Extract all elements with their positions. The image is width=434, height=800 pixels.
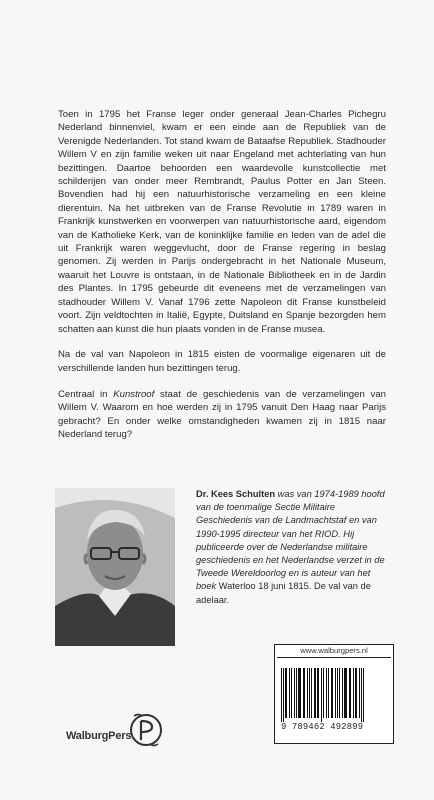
barcode-bar [337, 668, 338, 718]
barcode-bar [321, 668, 322, 722]
publisher-logo-icon [128, 710, 164, 750]
barcode-bar [303, 668, 305, 718]
barcode-panel [274, 644, 394, 744]
isbn-barcode [281, 668, 389, 722]
blurb-paragraph-2: Na de val van Napoleon in 1815 eisten de voormalige eigenaren uit de verschillende landen hun bezittingen terug. [58, 349, 386, 374]
publisher-name: WalburgPers [66, 730, 132, 742]
barcode-bar [298, 668, 301, 718]
barcode-bar [361, 668, 362, 722]
blurb-p3-start: Centraal in [58, 388, 114, 400]
publisher-url: www.walburgpers.nl [277, 645, 391, 658]
blurb-text [58, 108, 386, 454]
barcode-bar [314, 668, 316, 718]
barcode-bar [363, 668, 364, 722]
barcode-bar [296, 668, 297, 718]
author-book-title: Waterloo 18 juni 1815. De val van de adelaar. [196, 581, 371, 605]
barcode-bar [307, 668, 308, 718]
barcode-bar [317, 668, 319, 718]
barcode-bar [326, 668, 327, 718]
author-portrait-image [55, 488, 175, 646]
barcode-bar [331, 668, 333, 718]
barcode-bar [355, 668, 357, 718]
barcode-bar [291, 668, 292, 718]
author-name: Dr. Kees Schulten [196, 489, 276, 499]
barcode-bar [353, 668, 354, 718]
barcode-bar [359, 668, 360, 718]
barcode-bar [335, 668, 336, 718]
barcode-bar [283, 668, 284, 722]
barcode-bar [342, 668, 343, 718]
blurb-paragraph-3 [58, 388, 386, 442]
barcode-bar [294, 668, 295, 718]
barcode-bar [289, 668, 290, 718]
author-bio-text: was van 1974-1989 hoofd van de toenmalige Sectie Militaire Geschiedenis van de Landmachtstaf en van 1990-1995 directeur van het RIOD. Hij publiceerde over de Nederlandse militaire geschiedenis en het Nederlandse verzet in de Tweede Wereldoorlog en is auteur van het boek [196, 489, 385, 592]
author-photo [55, 488, 175, 646]
barcode-bar [285, 668, 287, 718]
isbn-number: 9 789462 492899 [281, 722, 364, 732]
barcode-bar [339, 668, 340, 718]
barcode-bar [328, 668, 329, 718]
barcode-bar [311, 668, 312, 718]
barcode-bar [349, 668, 351, 718]
blurb-p3-end: staat de geschiedenis van de verzamelingen van Willem V. Waarom en hoe werden zij in 1795 vanuit Den Haag naar Parijs gebracht? En onder welke omstandigheden kwamen zij in 1815 naar Nederland terug? [58, 388, 387, 440]
barcode-bar [309, 668, 310, 718]
barcode-bar [323, 668, 324, 718]
blurb-paragraph-1: Toen in 1795 het Franse leger onder generaal Jean-Charles Pichegru Nederland binnenviel, kwam er een einde aan de Republiek van de Verenigde Nederlanden. Tot stand kwam de Bataafse Republiek. Stadhouder Willem V en zijn familie weken uit naar Engeland met achterlating van hun bezittingen. Daartoe behoorden een waardevolle kunstcollectie met schilderijen van onder meer Rembrandt, Paulus Potter en Jan Steen. Bovendien had hij een natuurhistorische verzameling en een kleine dierentuin. Na het uitbreken van de Franse Revolutie in 1789 waren in Frankrijk kunstwerken en voorwerpen van natuurhistorische aard, eigendom van de Katholieke Kerk, van de koninklijke familie en leden van de adel die uit Frankrijk waren weggevlucht, door de Franse regering in beslag genomen. Zij werden in Parijs ondergebracht in het Nationale Museum, waaruit het Louvre is ontstaan, in de Nationale Bibliotheek en in de Jardin des Plantes. In 1795 gebeurde dit eveneens met de verzamelingen van stadhouder Willem V. Vanaf 1796 zette Napoleon dit Franse kunstbeleid voort. Zijn veldtochten in Italië, Egypte, Duitsland en Spanje bezorgden hem schatten aan kunst die hun plaats vonden in de Franse musea. [58, 109, 386, 335]
barcode-bar [344, 668, 347, 718]
author-bio [196, 488, 392, 607]
barcode-bar [281, 668, 282, 722]
book-title-inline: Kunstroof [113, 388, 155, 400]
